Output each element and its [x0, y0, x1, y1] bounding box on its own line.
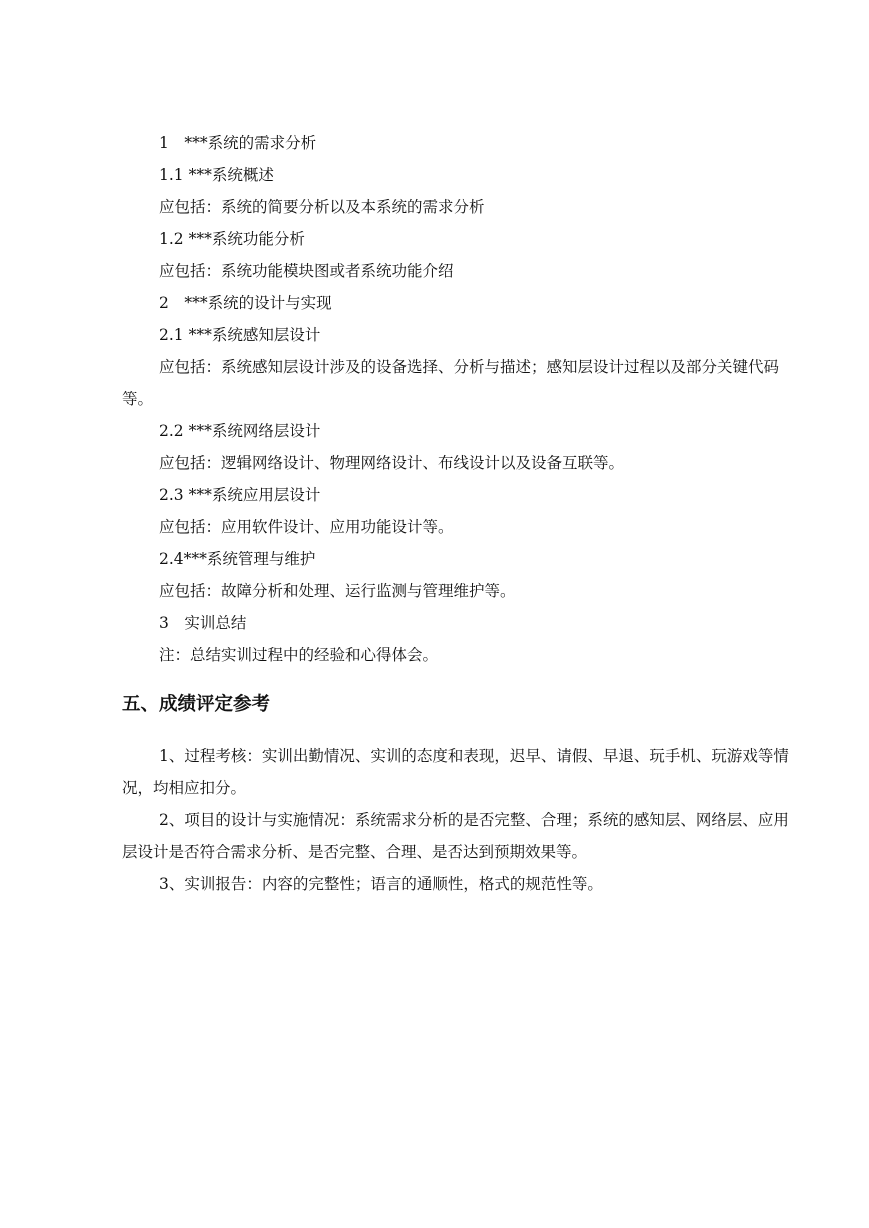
outline-heading-2: 2 ***系统的设计与实现: [159, 294, 332, 312]
outline-note-1-2: 应包括：系统功能模块图或者系统功能介绍: [159, 262, 454, 280]
section-heading-grading: 五、成绩评定参考: [122, 694, 271, 715]
outline-heading-2-1: 2.1 ***系统感知层设计: [159, 326, 321, 344]
grading-item-process: 1、过程考核：实训出勤情况、实训的态度和表现，迟早、请假、早退、玩手机、玩游戏等情况，均相应扣分。: [122, 747, 789, 797]
grading-criteria: [122, 740, 792, 900]
outline-heading-1-1: 1.1 ***系统概述: [159, 166, 274, 184]
outline-heading-1-2: 1.2 ***系统功能分析: [159, 230, 305, 248]
report-outline: [122, 127, 792, 671]
outline-note-2-1: 应包括：系统感知层设计涉及的设备选择、分析与描述；感知层设计过程以及部分关键代码等。: [122, 358, 780, 408]
grading-item-project: 2、项目的设计与实施情况：系统需求分析的是否完整、合理；系统的感知层、网络层、应用层设计是否符合需求分析、是否完整、合理、是否达到预期效果等。: [122, 811, 789, 861]
outline-heading-3: 3 实训总结: [159, 614, 247, 632]
outline-note-2-3: 应包括：应用软件设计、应用功能设计等。: [159, 518, 454, 536]
outline-note-2-4: 应包括：故障分析和处理、运行监测与管理维护等。: [159, 582, 516, 600]
outline-note-2-2: 应包括：逻辑网络设计、物理网络设计、布线设计以及设备互联等。: [159, 454, 625, 472]
outline-heading-2-3: 2.3 ***系统应用层设计: [159, 486, 321, 504]
grading-item-report: 3、实训报告：内容的完整性；语言的通顺性，格式的规范性等。: [159, 875, 603, 893]
outline-heading-1: 1 ***系统的需求分析: [159, 134, 317, 152]
outline-note-3: 注：总结实训过程中的经验和心得体会。: [159, 646, 439, 664]
outline-heading-2-2: 2.2 ***系统网络层设计: [159, 422, 321, 440]
outline-heading-2-4: 2.4***系统管理与维护: [159, 550, 316, 568]
outline-note-1-1: 应包括：系统的简要分析以及本系统的需求分析: [159, 198, 485, 216]
